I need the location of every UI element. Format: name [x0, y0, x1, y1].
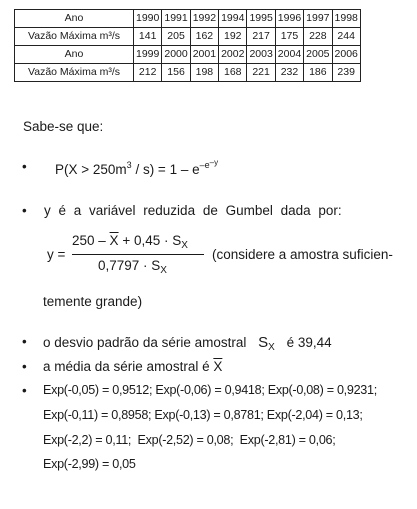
fraction-numerator — [72, 233, 188, 251]
year-cell: 2005 — [304, 46, 332, 64]
table-row — [15, 28, 361, 46]
flow-cell: 168 — [219, 64, 247, 82]
bullet-marker: • — [22, 334, 27, 349]
year-cell: 2002 — [219, 46, 247, 64]
year-cell: 1992 — [190, 10, 218, 28]
flow-cell: 212 — [134, 64, 162, 82]
year-cell: 1996 — [275, 10, 303, 28]
flow-cell: 186 — [304, 64, 332, 82]
flow-data-table — [14, 9, 361, 82]
std-dev-value: é 39,44 — [286, 335, 332, 350]
fraction-denominator — [98, 258, 167, 276]
row-label-year: Ano — [15, 10, 134, 28]
table-row — [15, 64, 361, 82]
s-subscript: X — [160, 265, 167, 276]
flow-cell: 221 — [247, 64, 275, 82]
year-cell: 1990 — [134, 10, 162, 28]
row-label-flow: Vazão Máxima m³/s — [15, 64, 134, 82]
flow-cell: 175 — [275, 28, 303, 46]
flow-cell: 239 — [332, 64, 360, 82]
bullet-marker: • — [22, 383, 27, 398]
year-cell: 2006 — [332, 46, 360, 64]
exp-values-line: Exp(-0,05) = 0,9512; Exp(-0,06) = 0,9418; Exp(-0,08) = 0,9231; — [43, 383, 377, 397]
prob-y-exponent: –y — [209, 158, 219, 167]
prob-rest: / s) = 1 – e — [131, 162, 200, 177]
year-cell: 1997 — [304, 10, 332, 28]
intro-text: Sabe-se que: — [23, 119, 104, 134]
flow-cell: 162 — [190, 28, 218, 46]
mean-x-symbol: $\overline{X}$ — [213, 359, 223, 374]
mean-text: a média da série amostral é — [43, 359, 214, 374]
numerator-part: + 0,45 · S — [118, 233, 182, 248]
flow-cell: 232 — [275, 64, 303, 82]
year-cell: 2004 — [275, 46, 303, 64]
year-cell: 1991 — [162, 10, 190, 28]
std-dev-text: o desvio padrão da série amostral — [43, 335, 251, 350]
flow-cell: 156 — [162, 64, 190, 82]
bullet-marker: • — [22, 203, 27, 218]
numerator-part: 250 – — [72, 233, 110, 248]
year-cell: 2000 — [162, 46, 190, 64]
exp-values-line: Exp(-0,11) = 0,8958; Exp(-0,13) = 0,8781; Exp(-2,04) = 0,13; — [43, 408, 363, 422]
std-dev-statement — [43, 334, 332, 353]
gumbel-fraction — [72, 233, 212, 277]
flow-cell: 141 — [134, 28, 162, 46]
bullet-marker: • — [22, 159, 27, 174]
bullet-marker: • — [22, 359, 27, 374]
gumbel-note-continued: temente grande) — [43, 294, 143, 309]
table-row — [15, 10, 361, 28]
s-symbol: S — [258, 334, 269, 351]
prob-e-exponent: –e — [199, 160, 210, 170]
year-cell: 1999 — [134, 46, 162, 64]
flow-cell: 228 — [304, 28, 332, 46]
year-cell: 2001 — [190, 46, 218, 64]
exp-values-line: Exp(-2,2) = 0,11; Exp(-2,52) = 0,08; Exp(-2,81) = 0,06; — [43, 433, 336, 447]
year-cell: 1995 — [247, 10, 275, 28]
year-cell: 1998 — [332, 10, 360, 28]
mean-x-symbol: $\overline{X}$ — [109, 233, 119, 248]
year-cell: 2003 — [247, 46, 275, 64]
mean-statement — [43, 359, 222, 374]
prob-exponent-3: 3 — [126, 160, 132, 170]
year-cell: 1994 — [219, 10, 247, 28]
exp-values-line: Exp(-2,99) = 0,05 — [43, 457, 136, 471]
gumbel-description: y é a variável reduzida de Gumbel dada por: — [44, 203, 342, 218]
gumbel-y-equals: y = — [47, 247, 66, 262]
flow-cell: 244 — [332, 28, 360, 46]
prob-lhs: P(X > 250m — [55, 162, 127, 177]
flow-cell: 192 — [219, 28, 247, 46]
probability-equation — [55, 158, 218, 177]
s-subscript: X — [181, 240, 188, 251]
fraction-bar — [72, 254, 204, 255]
flow-cell: 217 — [247, 28, 275, 46]
row-label-year: Ano — [15, 46, 134, 64]
denominator-part: 0,7797 · S — [98, 258, 161, 273]
table-row — [15, 46, 361, 64]
flow-cell: 205 — [162, 28, 190, 46]
gumbel-note: (considere a amostra suficien- — [212, 247, 393, 262]
row-label-flow: Vazão Máxima m³/s — [15, 28, 134, 46]
s-subscript: X — [268, 342, 275, 353]
flow-cell: 198 — [190, 64, 218, 82]
